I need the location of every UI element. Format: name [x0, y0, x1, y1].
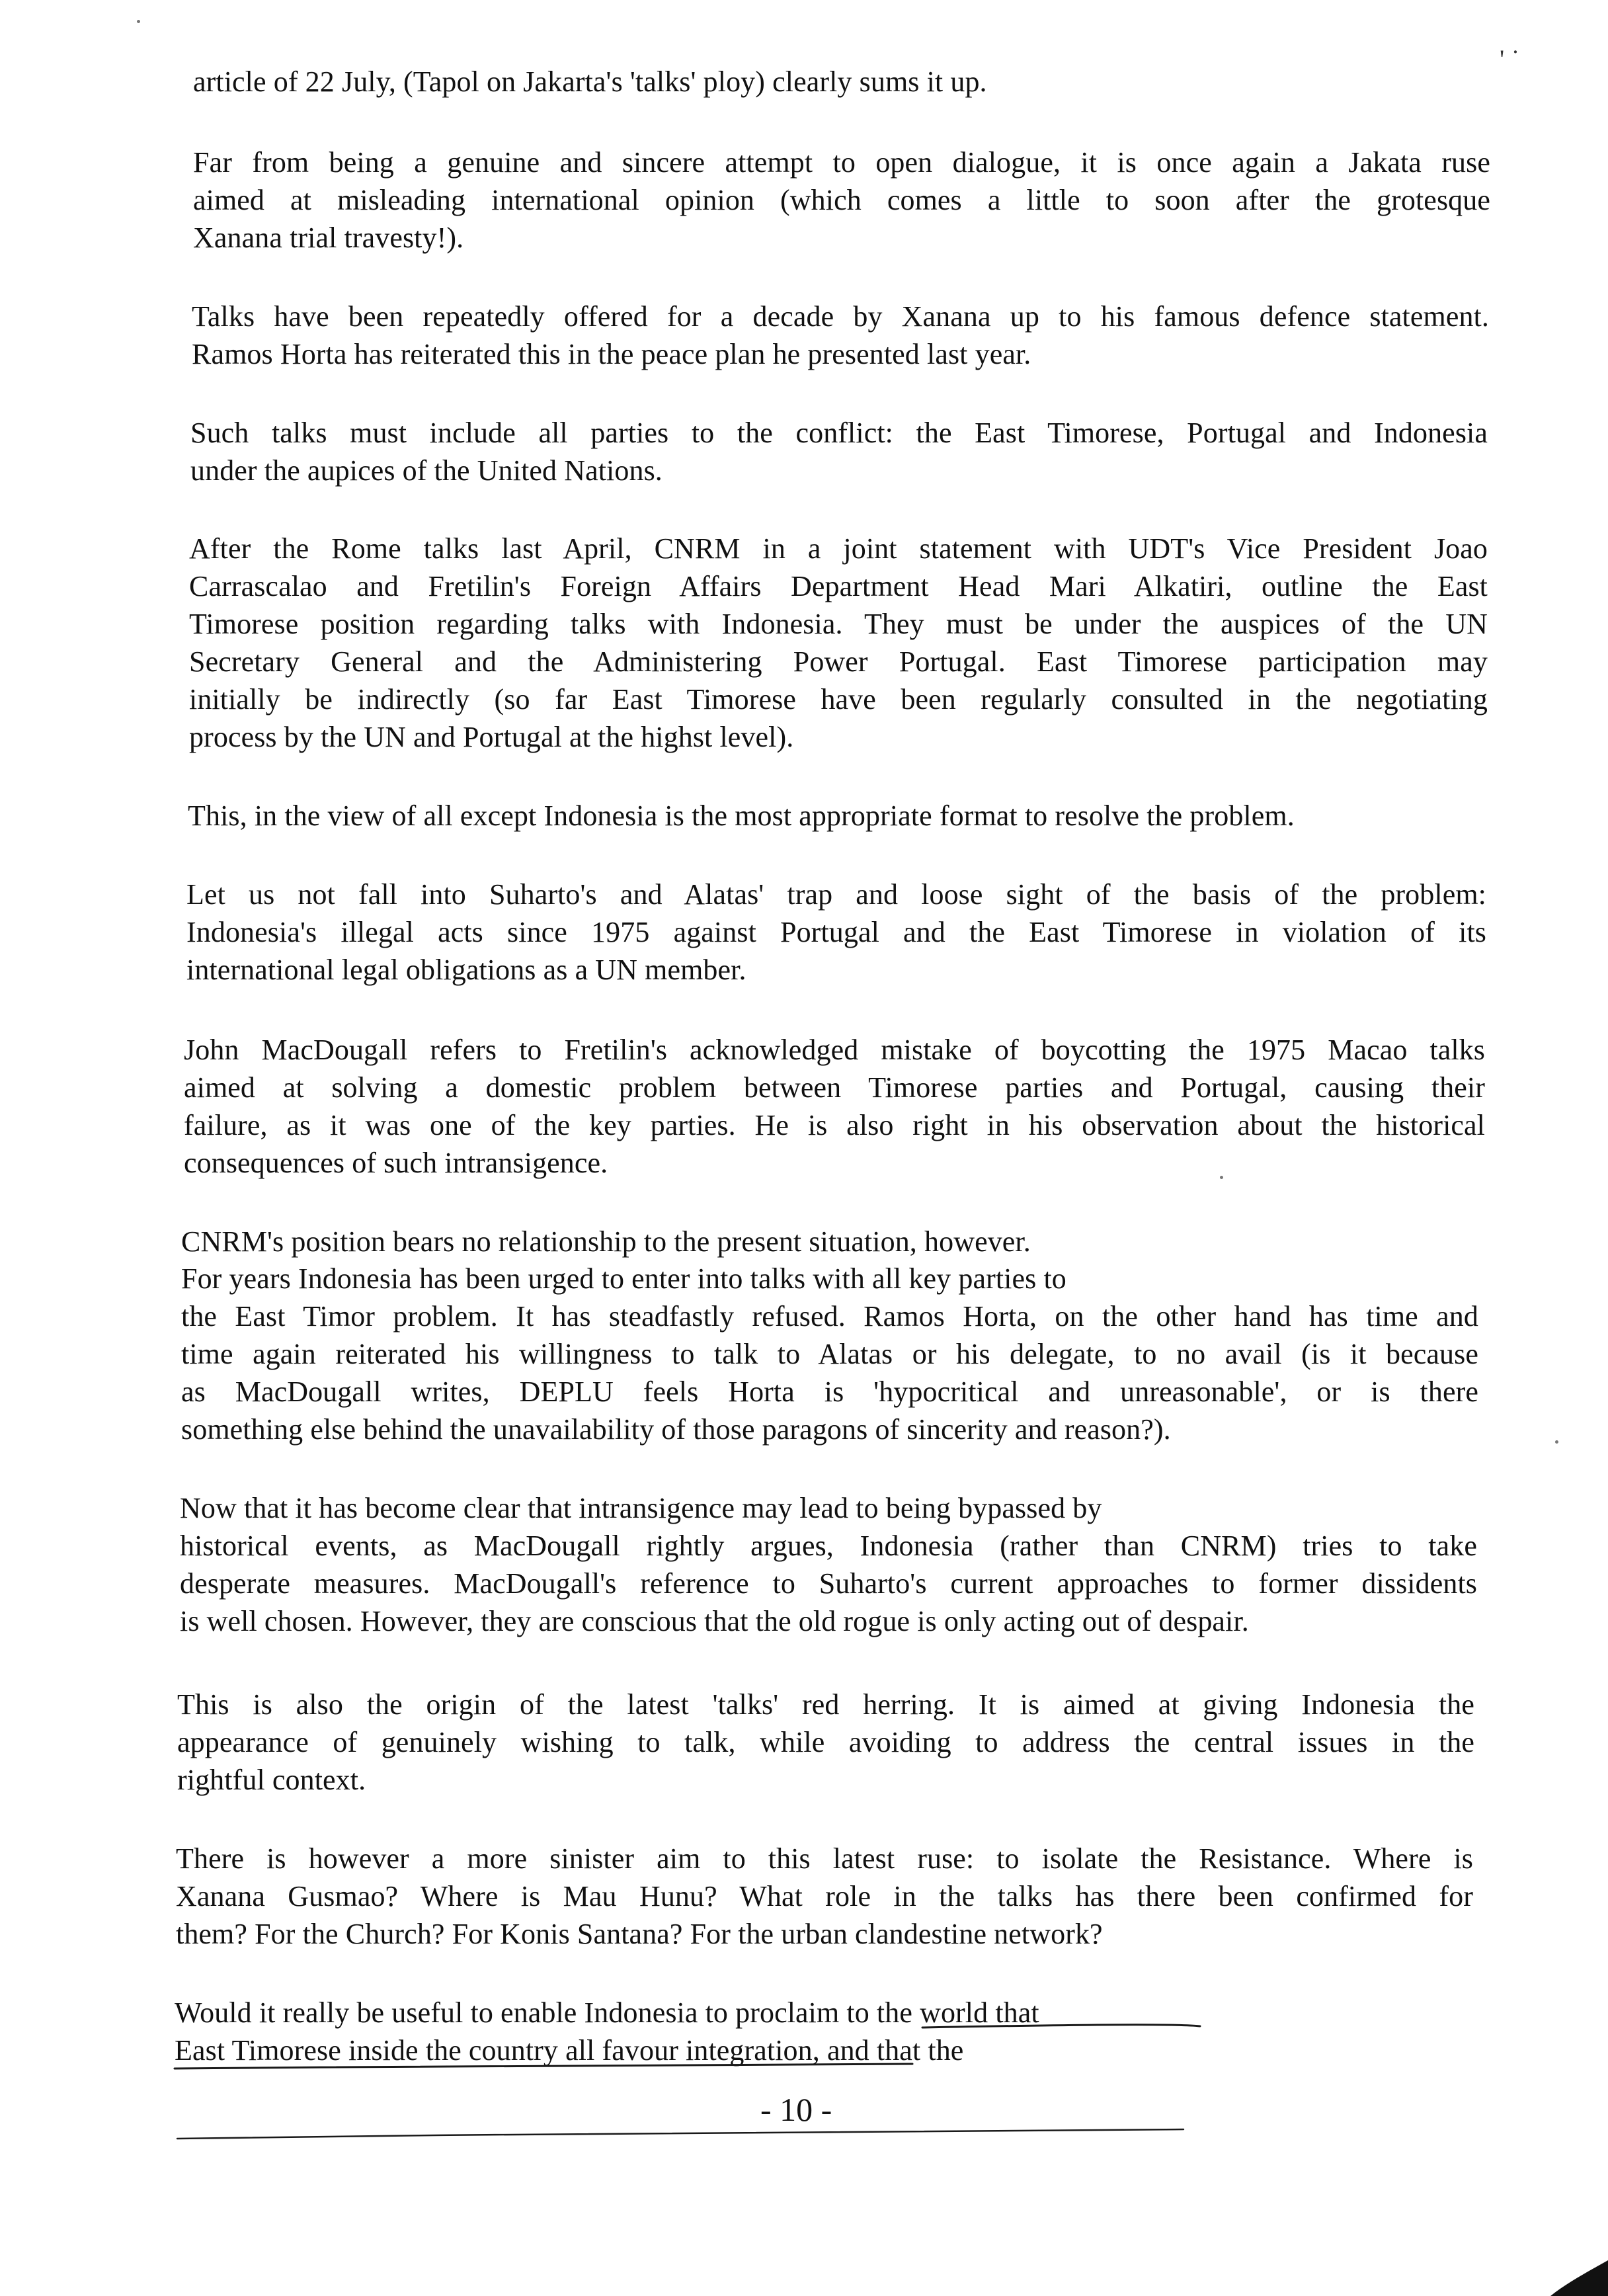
- text-line: Xanana Gusmao? Where is Mau Hunu? What role in the talks has there been confirmed for: [176, 1880, 1473, 1912]
- text-line: article of 22 July, (Tapol on Jakarta's 'talks' ploy) clearly sums it up.: [193, 65, 987, 98]
- text-line: Carrascalao and Fretilin's Foreign Affairs Department Head Mari Alkatiri, outline the East: [189, 570, 1488, 602]
- scan-speck: [137, 20, 140, 23]
- text-line: aimed at solving a domestic problem between Timorese parties and Portugal, causing their: [184, 1071, 1485, 1104]
- text-line: them? For the Church? For Konis Santana? For the urban clandestine network?: [176, 1918, 1103, 1950]
- text-line: Xanana trial travesty!).: [193, 222, 464, 254]
- text-line: the East Timor problem. It has steadfastly refused. Ramos Horta, on the other hand has time and: [181, 1300, 1478, 1332]
- text-line: Timorese position regarding talks with Indonesia. They must be under the auspices of the UN: [189, 608, 1488, 640]
- text-line: Ramos Horta has reiterated this in the peace plan he presented last year.: [192, 338, 1031, 370]
- text-line: historical events, as MacDougall rightly argues, Indonesia (rather than CNRM) tries to take: [180, 1530, 1477, 1562]
- text-line: desperate measures. MacDougall's reference to Suharto's current approaches to former dissidents: [180, 1567, 1477, 1600]
- text-line: Indonesia's illegal acts since 1975 against Portugal and the East Timorese in violation of its: [186, 916, 1486, 948]
- handwritten-underline: [177, 2129, 1184, 2139]
- text-line: This is also the origin of the latest 'talks' red herring. It is aimed at giving Indonesia the: [177, 1688, 1474, 1721]
- text-line: East Timorese inside the country all favour integration, and that the: [175, 2034, 964, 2067]
- text-line: international legal obligations as a UN member.: [186, 954, 746, 986]
- text-line: There is however a more sinister aim to this latest ruse: to isolate the Resistance. Where is: [176, 1842, 1473, 1875]
- text-line: CNRM's position bears no relationship to the present situation, however.: [181, 1225, 1031, 1258]
- scan-speck: [1220, 1176, 1223, 1179]
- text-line: something else behind the unavailability of those paragons of sincerity and reason?).: [181, 1413, 1171, 1446]
- text-line: Now that it has become clear that intransigence may lead to being bypassed by: [180, 1492, 1102, 1524]
- text-line: Let us not fall into Suharto's and Alatas' trap and loose sight of the basis of the problem:: [186, 878, 1486, 911]
- text-line: under the aupices of the United Nations.: [190, 454, 663, 487]
- text-line: After the Rome talks last April, CNRM in a joint statement with UDT's Vice President Joao: [189, 532, 1488, 565]
- text-line: failure, as it was one of the key parties. He is also right in his observation about the historical: [184, 1109, 1485, 1141]
- text-line: Talks have been repeatedly offered for a decade by Xanana up to his famous defence statement.: [192, 300, 1489, 333]
- text-line: Far from being a genuine and sincere attempt to open dialogue, it is once again a Jakata ruse: [193, 146, 1490, 179]
- text-line: time again reiterated his willingness to talk to Alatas or his delegate, to no avail (is it because: [181, 1338, 1478, 1370]
- scan-speck: [1555, 1440, 1558, 1444]
- text-line: as MacDougall writes, DEPLU feels Horta is 'hypocritical and unreasonable', or is there: [181, 1375, 1478, 1408]
- text-line: consequences of such intransigence.: [184, 1147, 608, 1179]
- text-line: Such talks must include all parties to the conflict: the East Timorese, Portugal and Indonesia: [190, 417, 1488, 449]
- text-line: process by the UN and Portugal at the highst level).: [189, 721, 794, 753]
- text-line: aimed at misleading international opinion (which comes a little to soon after the grotesque: [193, 184, 1490, 216]
- text-line: For years Indonesia has been urged to enter into talks with all key parties to: [181, 1262, 1066, 1295]
- text-line: This, in the view of all except Indonesia is the most appropriate format to resolve the problem.: [188, 800, 1295, 832]
- page-number: - 10 -: [760, 2091, 832, 2128]
- text-line: appearance of genuinely wishing to talk, while avoiding to address the central issues in the: [177, 1726, 1474, 1758]
- text-line: rightful context.: [177, 1764, 366, 1796]
- text-line: is well chosen. However, they are conscious that the old rogue is only acting out of despair.: [180, 1605, 1249, 1637]
- corner-marks: ' ˙: [1500, 44, 1520, 74]
- text-line: initially be indirectly (so far East Timorese have been regularly consulted in the negotiating: [189, 683, 1488, 716]
- text-line: John MacDougall refers to Fretilin's acknowledged mistake of boycotting the 1975 Macao talks: [184, 1034, 1485, 1066]
- page-curl: [1550, 2260, 1608, 2296]
- text-line: Would it really be useful to enable Indonesia to proclaim to the world that: [175, 1996, 1039, 2029]
- text-line: Secretary General and the Administering Power Portugal. East Timorese participation may: [189, 645, 1488, 678]
